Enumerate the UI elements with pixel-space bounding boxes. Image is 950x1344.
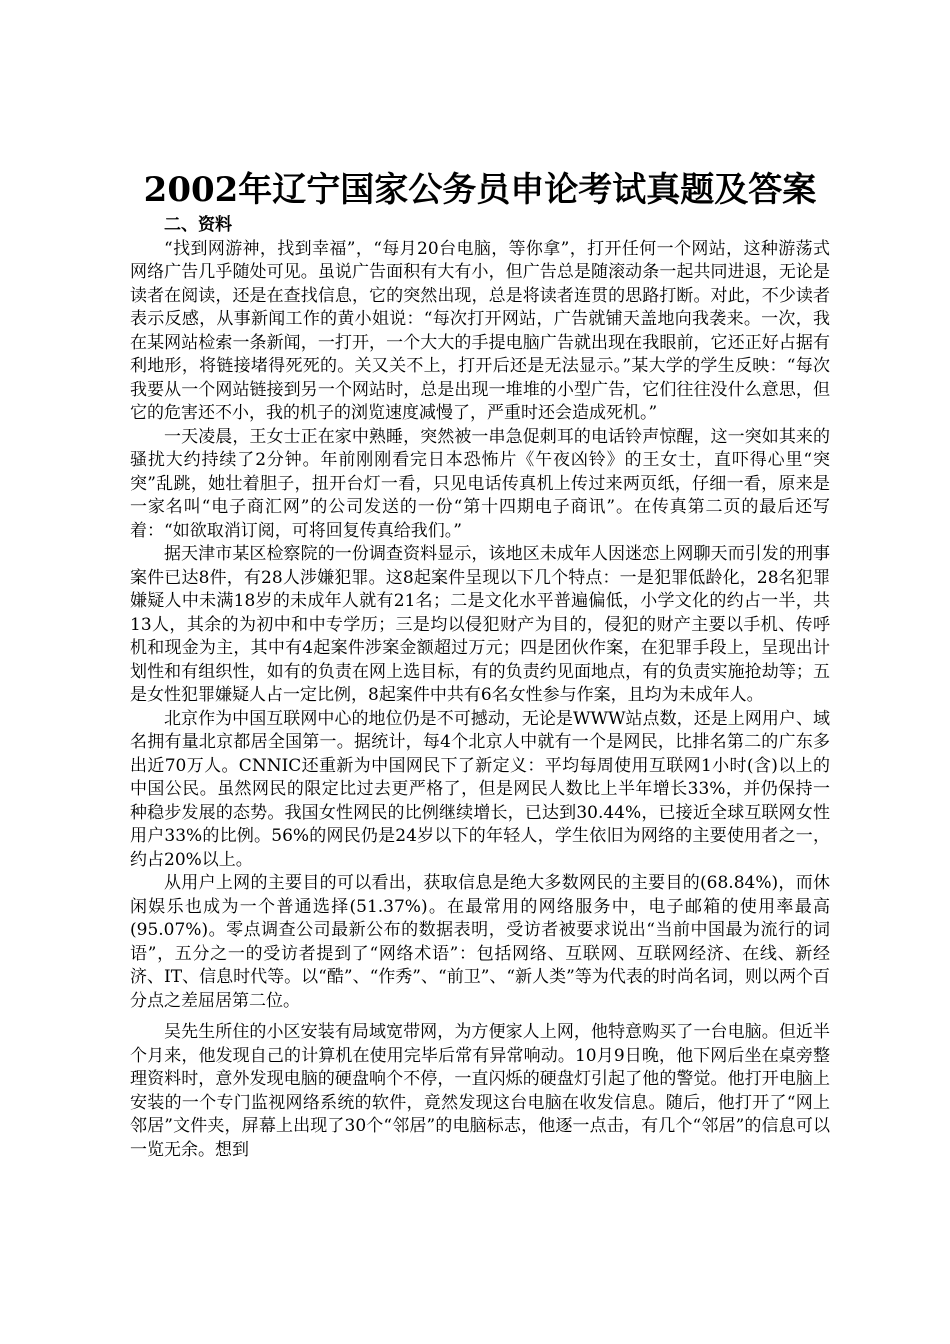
paragraph-2: 一天凌晨，王女士正在家中熟睡，突然被一串急促刺耳的电话铃声惊醒，这一突如其来的骚扰大约持续了2分钟。年前刚刚看完日本恐怖片《午夜凶铃》的王女士，直吓得心里“突突”乱跳，她壮着胆子，扭开台灯一看，只见电话传真机上传过来两页纸，仔细一看，原来是一家名叫“电子商汇网”的公司发送的一份“第十四期电子商讯”。在传真第二页的最后还写着：“如欲取消订阅，可将回复传真给我们。” [130, 426, 830, 541]
document-page [130, 168, 830, 1162]
paragraph-6: 吴先生所住的小区安装有局域宽带网，为方便家人上网，他特意购买了一台电脑。但近半个月来，他发现自己的计算机在使用完毕后常有异常响动。10月9日晚，他下网后坐在桌旁整理资料时，意外发现电脑的硬盘响个不停，一直闪烁的硬盘灯引起了他的警觉。他打开电脑上安装的一个专门监视网络系统的软件，竟然发现这台电脑在收发信息。随后，他打开了“网上邻居”文件夹，屏幕上出现了30个“邻居”的电脑标志，他逐一点击，有几个“邻居”的信息可以一览无余。想到 [130, 1022, 830, 1160]
paragraph-3: 据天津市某区检察院的一份调查资料显示，该地区未成年人因迷恋上网聊天而引发的刑事案件已达8件，有28人涉嫌犯罪。这8起案件呈现以下几个特点：一是犯罪低龄化，28名犯罪嫌疑人中未满18岁的未成年人就有21名；二是文化水平普遍偏低，小学文化的约占一半，共13人，其余的为初中和中专学历；三是均以侵犯财产为目的，侵犯的财产主要以手机、传呼机和现金为主，其中有4起案件涉案金额超过万元；四是团伙作案，在犯罪手段上，呈现出计划性和有组织性，如有的负责在网上选目标，有的负责约见面地点，有的负责实施抢劫等；五是女性犯罪嫌疑人占一定比例，8起案件中共有6名女性参与作案，且均为未成年人。 [130, 544, 830, 705]
section-heading: 二、资料 [164, 215, 232, 235]
paragraph-4: 北京作为中国互联网中心的地位仍是不可撼动，无论是WWW站点数，还是上网用户、域名拥有量北京都居全国第一。据统计，每4个北京人中就有一个是网民，比排名第二的广东多出近70万人。CNNIC还重新为中国网民下了新定义：平均每周使用互联网1小时(含)以上的中国公民。虽然网民的限定比过去更严格了，但是网民人数比上半年增长33%，并仍保持一种稳步发展的态势。我国女性网民的比例继续增长，已达到30.44%，已接近全球互联网女性用户33%的比例。56%的网民仍是24岁以下的年轻人，学生依旧为网络的主要使用者之一，约占20%以上。 [130, 708, 830, 870]
paragraph-5: 从用户上网的主要目的可以看出，获取信息是绝大多数网民的主要目的(68.84%)，而休闲娱乐也成为一个普通选择(51.37%)。在最常用的网络服务中，电子邮箱的使用率最高(95.07%)。零点调查公司最新公布的数据表明，受访者被要求说出“当前中国最为流行的词语”，五分之一的受访者提到了“网络术语”：包括网络、互联网、互联网经济、在线、新经济、IT、信息时代等。以“酷”、“作秀”、“前卫”、“新人类”等为代表的时尚名词，则以两个百分点之差屈居第二位。 [130, 873, 830, 1011]
document-title: 2002年辽宁国家公务员申论考试真题及答案 [143, 170, 817, 210]
paragraph-1: “找到网游神，找到幸福”，“每月20台电脑，等你拿”，打开任何一个网站，这种游荡式网络广告几乎随处可见。虽说广告面积有大有小，但广告总是随滚动条一起共同进退，无论是读者在阅读，还是在查找信息，它的突然出现，总是将读者连贯的思路打断。对此，不少读者表示反感，从事新闻工作的黄小姐说：“每次打开网站，广告就铺天盖地向我袭来。一次，我在某网站检索一条新闻，一打开，一个大大的手提电脑广告就出现在我眼前，它还正好占据有利地形，将链接堵得死死的。关又关不上，打开后还是无法显示。”某大学的学生反映：“每次我要从一个网站链接到另一个网站时，总是出现一堆堆的小型广告，它们往往没什么意思，但它的危害还不小，我的机子的浏览速度减慢了，严重时还会造成死机。” [130, 238, 830, 423]
